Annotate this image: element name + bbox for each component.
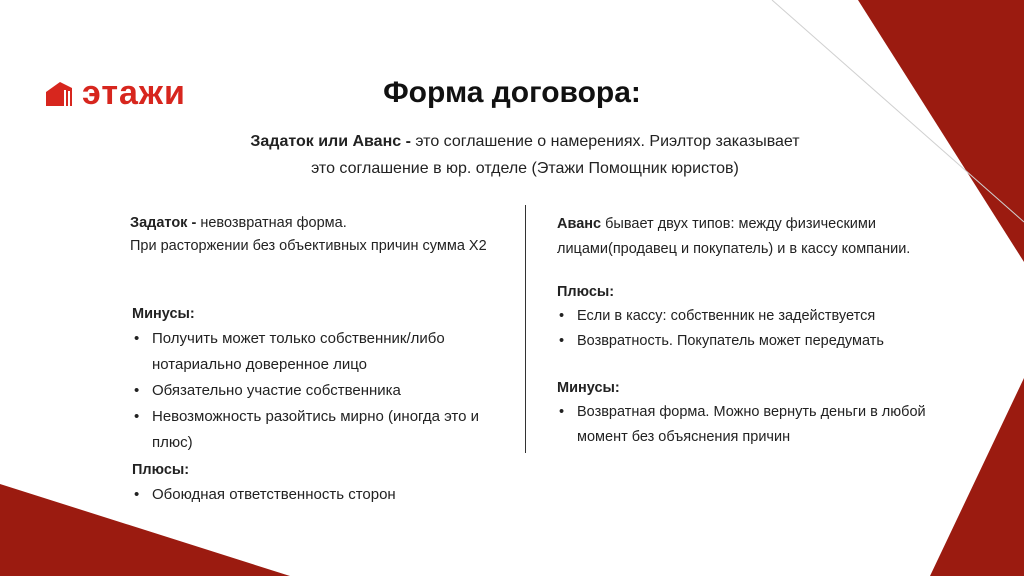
subtitle-bold: Задаток или Аванс - xyxy=(250,133,411,150)
right-minus-list xyxy=(557,400,957,450)
right-plus-heading: Плюсы: xyxy=(557,284,615,300)
right-minus-heading: Минусы: xyxy=(557,380,620,396)
right-plus-list xyxy=(557,304,957,354)
brand-name: этажи xyxy=(82,74,186,112)
left-intro xyxy=(130,212,520,235)
right-column xyxy=(557,212,957,450)
right-intro-bold: Аванс xyxy=(557,216,602,232)
list-item: • Обоюдная ответственность сторон xyxy=(132,482,520,508)
page-title: Форма договора: xyxy=(383,76,641,109)
left-intro-line2: При расторжении без объективных причин сумма Х2 xyxy=(130,238,487,254)
right-intro-rest: бывает двух типов: между физическими лицами(продавец и покупатель) и в кассу компании. xyxy=(557,216,911,257)
list-item: • Получить может только собственник/либо нотариально доверенное лицо xyxy=(132,326,492,378)
list-item: • Возвратная форма. Можно вернуть деньги в любой момент без объяснения причин xyxy=(557,400,952,450)
subtitle-line1: это соглашение о намерениях. Риэлтор заказывает xyxy=(410,133,800,150)
left-intro-rest: невозвратная форма. xyxy=(196,215,347,231)
left-plus-heading: Плюсы: xyxy=(132,462,190,478)
list-item: • Невозможность разойтись мирно (иногда это и плюс) xyxy=(132,404,492,456)
list-item: • Обязательно участие собственника xyxy=(132,378,520,404)
list-item: • Если в кассу: собственник не задействуется xyxy=(557,304,957,329)
subtitle-line2: это соглашение в юр. отделе (Этажи Помощник юристов) xyxy=(311,160,739,177)
left-minus-heading: Минусы: xyxy=(132,306,195,322)
column-divider xyxy=(525,205,526,453)
right-intro xyxy=(557,212,942,262)
subtitle xyxy=(200,128,850,182)
list-item: • Возвратность. Покупатель может передумать xyxy=(557,329,957,354)
left-intro-bold: Задаток - xyxy=(130,215,197,231)
left-minus-list xyxy=(132,326,520,456)
left-plus-list xyxy=(132,482,520,508)
left-column xyxy=(130,212,520,508)
